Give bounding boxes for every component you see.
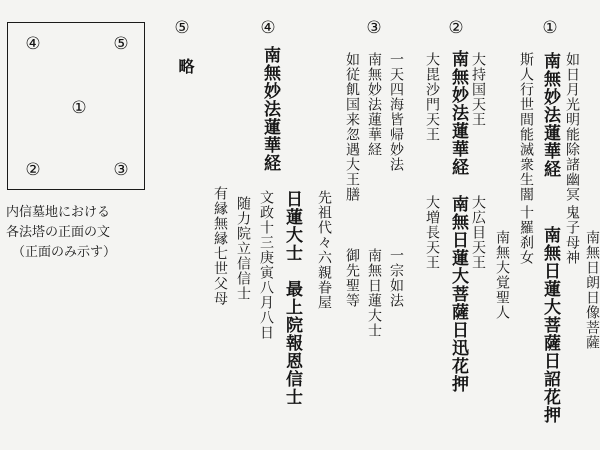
section-5-text: 略 bbox=[176, 58, 195, 74]
section-1-line-7: 南無大覚聖人 bbox=[494, 230, 510, 320]
section-1-line-2: 南無妙法蓮華経 bbox=[540, 52, 560, 178]
section-3-line-4: 一宗如法 bbox=[388, 248, 404, 308]
section-1-line-8: 南無日朗日像菩薩 bbox=[584, 230, 600, 350]
section-4-line-7: 有縁無縁七世父母 bbox=[212, 186, 228, 306]
caption-line: 内信墓地における bbox=[6, 205, 111, 220]
section-3-line-2: 南無妙法蓮華経 bbox=[366, 52, 382, 157]
diagram-label-1: ① bbox=[71, 98, 87, 118]
section-1-line-5: 南無日蓮大菩薩日詔花押 bbox=[540, 226, 560, 424]
section-4-line-1: 南無妙法蓮華経 bbox=[260, 46, 280, 172]
position-diagram bbox=[7, 22, 145, 190]
section-1-line-1: 如日月光明能除諸幽冥 bbox=[564, 52, 580, 202]
section-3-line-5: 南無日蓮大士 bbox=[366, 248, 382, 338]
section-2-line-6: 大増長天王 bbox=[424, 195, 440, 270]
section-4-line-6: 先祖代々六親眷屋 bbox=[316, 190, 332, 310]
section-2-line-4: 大広目天王 bbox=[470, 195, 486, 270]
section-2-line-1: 大持国天王 bbox=[470, 52, 486, 127]
section-3-number: ③ bbox=[366, 18, 382, 38]
section-4-line-2: 日蓮大士 最上院報恩信士 bbox=[282, 190, 302, 406]
caption-line: （正面のみ示す） bbox=[12, 245, 117, 260]
section-1-line-3: 斯人行世間能滅衆生闇 bbox=[518, 52, 534, 202]
section-2-line-2: 南無妙法蓮華経 bbox=[448, 50, 468, 176]
section-2-line-3: 大毘沙門天王 bbox=[424, 52, 440, 142]
section-1-line-4: 鬼子母神 bbox=[564, 205, 580, 265]
section-1-line-6: 十羅刹女 bbox=[518, 205, 534, 265]
section-2-number: ② bbox=[448, 18, 464, 38]
section-4-number: ④ bbox=[260, 18, 276, 38]
section-3-line-6: 御先聖等 bbox=[344, 248, 360, 308]
section-2-line-5: 南無日蓮大菩薩日迅花押 bbox=[448, 195, 468, 393]
section-4-line-3: 文政十三庚寅八月八日 bbox=[258, 190, 274, 340]
caption-line: 各法塔の正面の文 bbox=[6, 225, 111, 240]
section-3-line-3: 如従飢国来忽遇大王膳 bbox=[344, 52, 360, 202]
diagram-label-2: ② bbox=[25, 160, 41, 180]
section-1-number: ① bbox=[542, 18, 558, 38]
diagram-label-3: ③ bbox=[113, 160, 129, 180]
section-4-line-4: 随力院立信信士 bbox=[235, 196, 251, 301]
diagram-label-5: ⑤ bbox=[113, 34, 129, 54]
section-3-line-1: 一天四海皆帰妙法 bbox=[388, 52, 404, 172]
section-5-number: ⑤ bbox=[174, 18, 190, 38]
diagram-caption bbox=[6, 203, 156, 263]
diagram-label-4: ④ bbox=[25, 34, 41, 54]
